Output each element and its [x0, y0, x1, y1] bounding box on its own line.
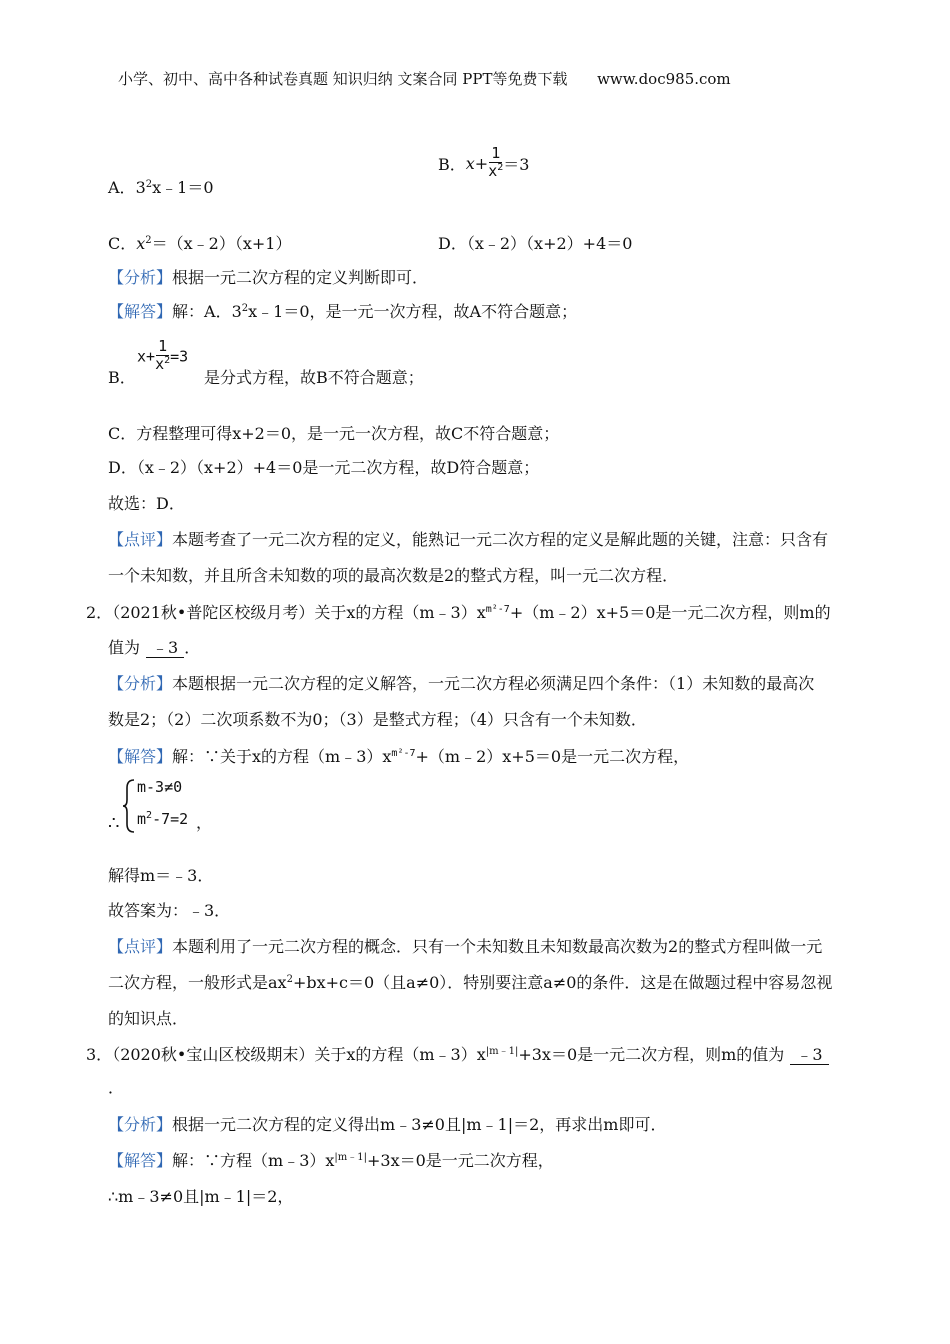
system-comma: ， — [196, 813, 213, 832]
q3-solution-2: ∴m﹣3≠0且|m﹣1|＝2， — [108, 1187, 294, 1206]
q1-solution-b-text: 是分式方程，故B不符合题意； — [204, 368, 424, 387]
q2-review-2 — [108, 975, 832, 991]
sys2-rest: -7=2 — [152, 810, 189, 828]
analysis-tag: 【分析】 — [108, 268, 173, 287]
q3-stem-exp: |m﹣1| — [485, 1046, 519, 1057]
q2-stem-end: ． — [184, 638, 201, 657]
sys2-base: m — [137, 810, 147, 828]
option-c-label: C． — [108, 234, 137, 253]
q2-value-label: 值为 — [108, 638, 141, 657]
option-d-label: D． — [438, 234, 467, 253]
option-b-den-base: x — [488, 162, 498, 180]
analysis-tag: 【分析】 — [108, 674, 173, 693]
header-website: www.doc985.com — [597, 70, 731, 88]
solution-b-numerator: 1 — [158, 337, 168, 355]
header-left-text: 小学、初中、高中各种试卷真题 知识归纳 文案合同 PPT等免费下载 — [118, 70, 568, 88]
q2-solution — [108, 749, 689, 765]
q3-analysis-text: 根据一元二次方程的定义得出m﹣3≠0且|m﹣1|＝2，再求出m即可． — [172, 1115, 667, 1134]
option-a-rest: x﹣1＝0 — [152, 178, 214, 197]
solution-a-pre: 解：A．3 — [172, 302, 242, 321]
solution-tag: 【解答】 — [108, 747, 173, 766]
page-header — [118, 72, 731, 87]
option-a-label: A． — [108, 178, 136, 197]
solution-b-den: x — [155, 355, 165, 373]
q2-analysis-text-1: 本题根据一元二次方程的定义解答，一元二次方程必须满足四个条件：（1）未知数的最高次 — [172, 674, 815, 693]
q2-analysis-1 — [108, 676, 814, 692]
q1-review-1 — [108, 532, 828, 548]
q2-stem-post: +（m﹣2）x+5＝0是一元二次方程，则m的 — [509, 603, 831, 622]
option-b-numerator: 1 — [491, 144, 501, 162]
q1-solution-b-expression — [137, 338, 188, 375]
option-a — [108, 180, 214, 196]
q2-review-1 — [108, 939, 822, 955]
review-tag: 【点评】 — [108, 530, 173, 549]
option-d-text: （x﹣2）（x+2）+4＝0 — [466, 234, 633, 253]
q2-answer-line: 故答案为：﹣3． — [108, 901, 231, 920]
q3-stem — [86, 1047, 829, 1065]
q3-number: 3． — [86, 1045, 113, 1064]
option-c — [108, 236, 291, 252]
q1-review-2: 一个未知数，并且所含未知数的项的最高次数是2的整式方程，叫一元二次方程． — [108, 566, 679, 585]
therefore-symbol: ∴ — [108, 813, 120, 834]
solution-tag: 【解答】 — [108, 302, 173, 321]
q2-solved: 解得m＝﹣3． — [108, 866, 214, 885]
q3-solution-post: +3x＝0是一元二次方程， — [367, 1151, 554, 1170]
analysis-text: 根据一元二次方程的定义判断即可． — [172, 268, 429, 287]
review-tag: 【点评】 — [108, 937, 173, 956]
review-text-1: 本题考查了一元二次方程的定义，能熟记一元二次方程的定义是解此题的关键，注意：只含有 — [172, 530, 829, 549]
q3-answer-blank: ﹣3 — [790, 1047, 828, 1065]
q2-stem — [86, 605, 831, 621]
q2-review-2-pre: 二次方程，一般形式是ax — [108, 973, 287, 992]
solution-tag: 【解答】 — [108, 1151, 173, 1170]
option-a-base: 3 — [135, 178, 146, 197]
solution-b-fraction — [155, 338, 170, 375]
q3-stem-post: +3x＝0是一元二次方程，则m的值为 — [518, 1045, 785, 1064]
q1-analysis — [108, 270, 428, 286]
q3-stem-end: ． — [108, 1078, 125, 1097]
sys2-exp: 2 — [146, 810, 153, 821]
q2-number: 2． — [86, 603, 113, 622]
q2-stem-line2 — [108, 640, 200, 658]
option-c-exp: 2 — [145, 235, 152, 246]
q2-solution-post: +（m﹣2）x+5＝0是一元二次方程， — [415, 747, 690, 766]
option-b-pre: x+ — [465, 154, 489, 173]
q1-choose: 故选：D． — [108, 494, 185, 513]
option-d — [438, 236, 632, 252]
q2-review-2-exp: 2 — [286, 974, 293, 985]
q3-analysis — [108, 1117, 666, 1133]
q2-solution-pre: 解：∵关于x的方程（m﹣3）x — [172, 747, 392, 766]
option-b-post: ＝3 — [503, 155, 530, 174]
system-equation-1: m-3≠0 — [137, 778, 183, 796]
q2-stem-pre: （2021秋•普陀区校级月考）关于x的方程（m﹣3）x — [112, 603, 486, 622]
option-b-fraction — [488, 145, 503, 182]
q3-solution — [108, 1153, 554, 1169]
q2-analysis-2: 数是2；（2）二次项系数不为0；（3）是整式方程；（4）只含有一个未知数． — [108, 710, 647, 729]
q2-answer-blank: ﹣3 — [146, 640, 184, 658]
option-a-exp: 2 — [145, 179, 153, 190]
solution-b-expr-pre: x+ — [137, 347, 156, 366]
q2-stem-exp: m²-7 — [485, 604, 510, 615]
solution-b-den-exp: 2 — [164, 355, 171, 366]
q1-solution-d: D．（x﹣2）（x+2）+4＝0是一元二次方程，故D符合题意； — [108, 458, 540, 477]
solution-a-exp: 2 — [241, 303, 249, 314]
system-equation-2 — [137, 812, 188, 827]
option-b — [438, 145, 529, 182]
q1-solution-a — [108, 304, 577, 320]
analysis-tag: 【分析】 — [108, 1115, 173, 1134]
q3-stem-pre: （2020秋•宝山区校级期末）关于x的方程（m﹣3）x — [112, 1045, 486, 1064]
left-brace — [122, 778, 136, 834]
q2-review-3: 的知识点． — [108, 1009, 189, 1028]
option-b-label: B． — [438, 155, 466, 174]
q1-solution-c: C．方程整理可得x+2＝0，是一元一次方程，故C不符合题意； — [108, 424, 560, 443]
q2-review-2-post: +bx+c＝0（且a≠0）．特别要注意a≠0的条件．这是在做题过程中容易忽视 — [292, 973, 833, 992]
q2-review-text-1: 本题利用了一元二次方程的概念．只有一个未知数且未知数最高次数为2的整式方程叫做一元 — [172, 937, 823, 956]
q2-solution-exp: m²-7 — [391, 748, 416, 759]
q1-solution-b-label: B． — [108, 368, 136, 387]
option-c-base: x — [136, 234, 146, 253]
q3-solution-exp: |m﹣1| — [334, 1152, 367, 1163]
solution-b-expr-post: =3 — [170, 347, 189, 366]
option-c-rest: ＝（x﹣2）（x+1） — [151, 234, 292, 253]
q3-solution-pre: 解：∵方程（m﹣3）x — [172, 1151, 335, 1170]
solution-a-post: x﹣1＝0，是一元一次方程，故A不符合题意； — [248, 302, 578, 321]
option-b-den-exp: 2 — [497, 162, 504, 173]
